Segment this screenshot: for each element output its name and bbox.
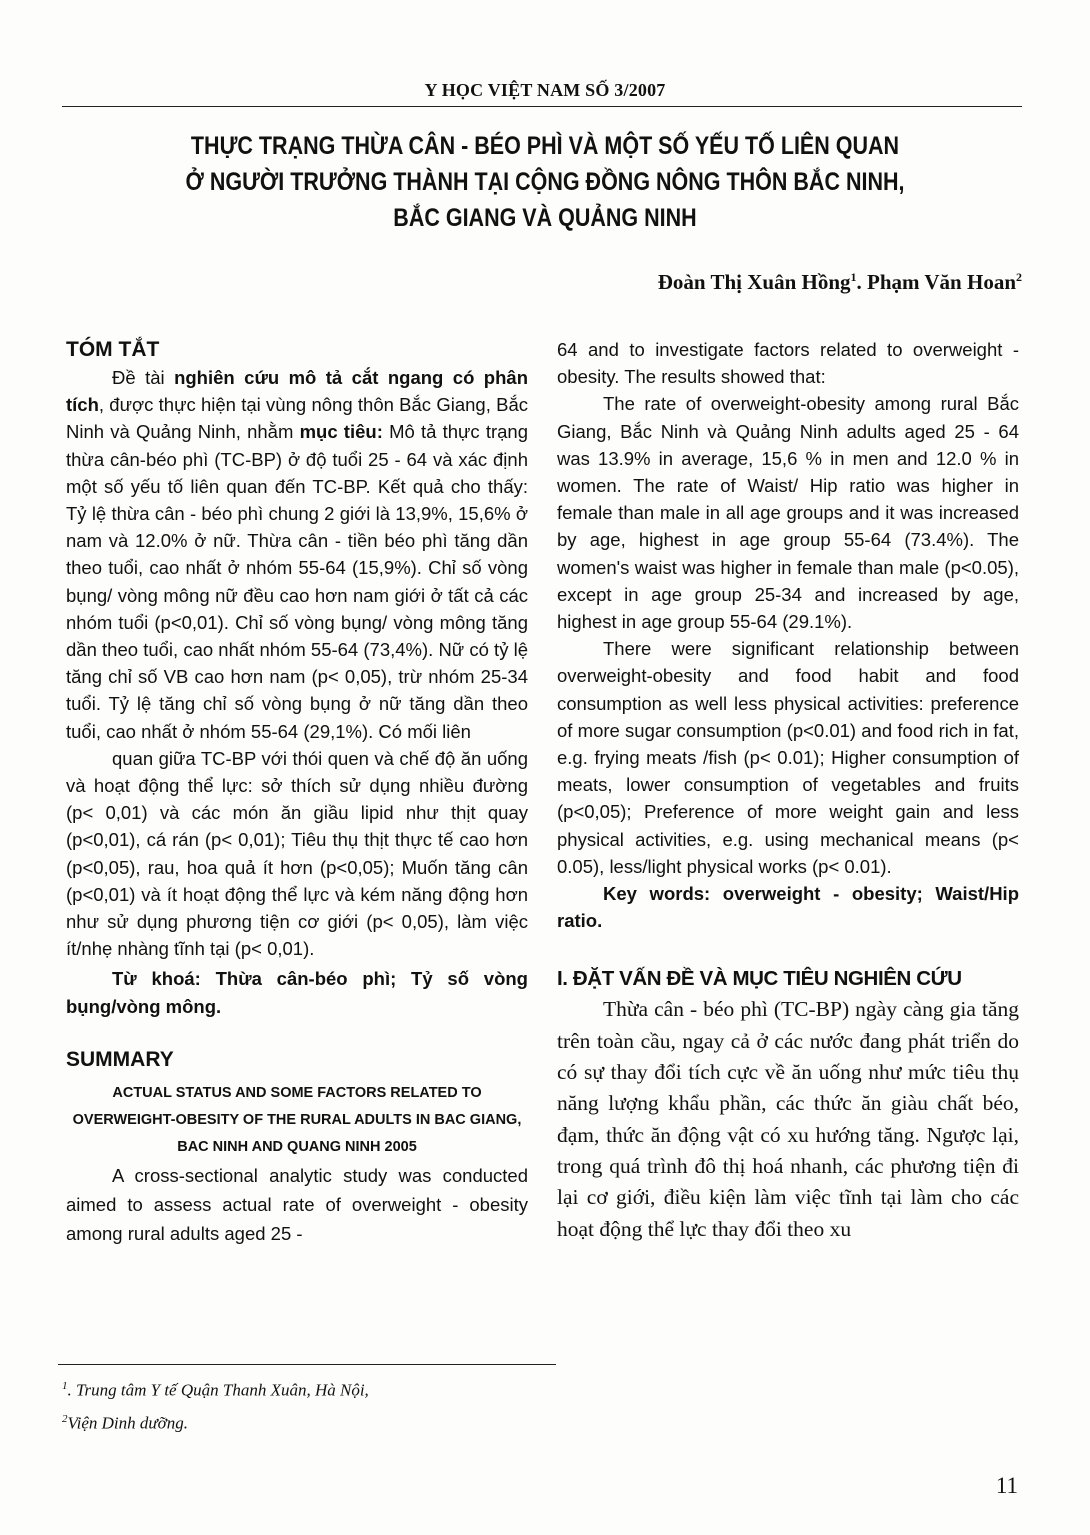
abstract-heading: TÓM TẮT (66, 338, 160, 361)
summary-paragraph-1: A cross-sectional analytic study was conducted aimed to assess actual rate of overweight - obesity among rural adults aged 25 - (66, 1164, 528, 1244)
footnote-2-mark: 2 (62, 1412, 68, 1425)
intro-paragraph-1: Thừa cân - béo phì (TC-BP) ngày càng gia tăng trên toàn cầu, ngay cả ở các nước đang phát triển do có sự thay đổi tích cực về ăn uống như mức tiêu thụ năng lượng khẩu phần, các thức ăn giàu chất béo, đạm, thức ăn động vật có xu hướng tăng. Ngược lại, trong quá trình đô thị hoá nhanh, các phương tiện đi lại cơ giới, điều kiện làm việc tĩnh tại làm cho các hoạt động thể lực thay đổi theo xu (557, 997, 1019, 1241)
author-separator: . (856, 270, 868, 294)
title-line-3: BẮC GIANG VÀ QUẢNG NINH (393, 204, 697, 232)
intro-heading: I. ĐẶT VẤN ĐỀ VÀ MỤC TIÊU NGHIÊN CỨU (557, 967, 962, 991)
article-title (128, 128, 962, 236)
author-2-name: Phạm Văn Hoan (867, 270, 1016, 294)
summary-keywords: Key words: overweight - obesity; Waist/Hip ratio. (557, 883, 1019, 932)
abstract-objective-label: mục tiêu: (299, 421, 383, 443)
summary-heading: SUMMARY (66, 1047, 174, 1071)
abstract-text-2: , được thực hiện tại vùng nông thôn Bắc Giang, Bắc Ninh và Quảng Ninh, nhằm (66, 394, 528, 443)
summary-paragraph-3: There were significant relationship between overweight-obesity and food habit and food consumption as well less physical activities: preference of more sugar consumption (p<0.01) and food rich in fat, e.g. frying meats /fish (p< 0.01); Higher consumption of meats, lower consumption of vegetables and fruits (p<0,05); Preference of more weight gain and less physical activities, e.g. using mechanical means (p< 0.05), less/light physical works (p< 0.01). (557, 638, 1019, 877)
abstract-text-3: Mô tả thực trạng thừa cân-béo phì (TC-BP) ở độ tuổi 25 - 64 và xác định một số yếu tố liên quan đến TC-BP. Kết quả cho thấy: Tỷ lệ thừa cân - béo phì chung 2 giới là 13,9%, 15,6% ở nam và 12.0% ở nữ. Thừa cân - tiền béo phì tăng dần theo tuổi, cao nhất ở nhóm 55-64 (15,9%). Chỉ số vòng bụng/ vòng mông nữ đều cao hơn nam giới ở tất cả các nhóm tuổi (p<0,01). Chỉ số vòng bụng/ vòng mông tăng dần theo tuổi, cao nhất nhóm 55-64 (73,4%). Nữ có tỷ lệ tăng chỉ số VB cao hơn nam (p< 0,05), trừ nhóm 25-34 tuổi. Tỷ lệ tăng chỉ số vòng bụng ở nữ tăng dần theo tuổi, cao nhất ở nhóm 55-64 (29,1%). Có mối liên (66, 421, 529, 742)
summary-paragraph-2: The rate of overweight-obesity among rural Bắc Giang, Bắc Ninh và Quảng Ninh adults aged 25 - 64 was 13.9% in average, 15,6 % in men and 12.0 % in women. The rate of Waist/ Hip ratio was higher in female than male in all age groups and it was increased by age, highest in age group 55-64 (73.4%). The women's waist was higher in female than male (p<0.05), except in age group 25-34 and increased by age, highest in age group 55-64 (29.1%). (557, 393, 1019, 633)
summary-title: ACTUAL STATUS AND SOME FACTORS RELATED TO OVERWEIGHT-OBESITY OF THE RURAL ADULTS IN BAC GIANG, BAC NINH AND QUANG NINH 2005 (72, 1084, 522, 1155)
footnote-rule (58, 1364, 556, 1365)
page-number: 11 (995, 1473, 1018, 1498)
abstract-paragraph-1 (66, 364, 528, 745)
author-1-mark: 1 (850, 270, 857, 284)
abstract-keywords: Từ khoá: Thừa cân-béo phì; Tỷ số vòng bụng/vòng mông. (66, 968, 528, 1017)
author-2-mark: 2 (1016, 270, 1022, 284)
left-column (66, 336, 528, 1248)
footnotes (62, 1372, 369, 1437)
header-rule (62, 106, 1022, 107)
author-1-name: Đoàn Thị Xuân Hồng (657, 270, 851, 294)
abstract-text-1: Đề tài (112, 367, 175, 388)
title-line-2: Ở NGƯỜI TRƯỞNG THÀNH TẠI CỘNG ĐỒNG NÔNG THÔN BẮC NINH, (185, 168, 905, 196)
footnote-1-mark: 1 (62, 1380, 68, 1392)
footnote-1 (62, 1372, 369, 1405)
running-header: Y HỌC VIỆT NAM SỐ 3/2007 (424, 80, 666, 100)
right-column (557, 336, 1019, 1245)
abstract-study-design: nghiên cứu mô tả cắt ngang có phân tích (66, 367, 528, 416)
footnote-1-text: . Trung tâm Y tế Quận Thanh Xuân, Hà Nội, (67, 1380, 369, 1400)
footnote-2-text: Viện Dinh dưỡng. (67, 1413, 188, 1433)
summary-paragraph-1-continued: 64 and to investigate factors related to overweight - obesity. The results showed that: (557, 339, 1019, 388)
abstract-paragraph-2: quan giữa TC-BP với thói quen và chế độ ăn uống và hoạt động thể lực: sở thích sử dụng nhiều đường (p< 0,01) và các món ăn giầu lipid như thịt quay (p<0,01), cá rán (p< 0,01); Tiêu thụ thịt thực tế cao hơn (p<0,05), rau, hoa quả ít hơn (p<0,05); Muốn tăng cân (p<0,01) và ít hoạt động thể lực và kém năng động hơn như sử dụng phương tiện cơ giới (p< 0,05), làm việc ít/nhẹ nhàng tĩnh tại (p< 0,01). (66, 747, 528, 960)
title-line-1: THỰC TRẠNG THỪA CÂN - BÉO PHÌ VÀ MỘT SỐ YẾU TỐ LIÊN QUAN (190, 132, 900, 160)
footnote-2 (62, 1405, 369, 1438)
author-line (658, 270, 1022, 295)
